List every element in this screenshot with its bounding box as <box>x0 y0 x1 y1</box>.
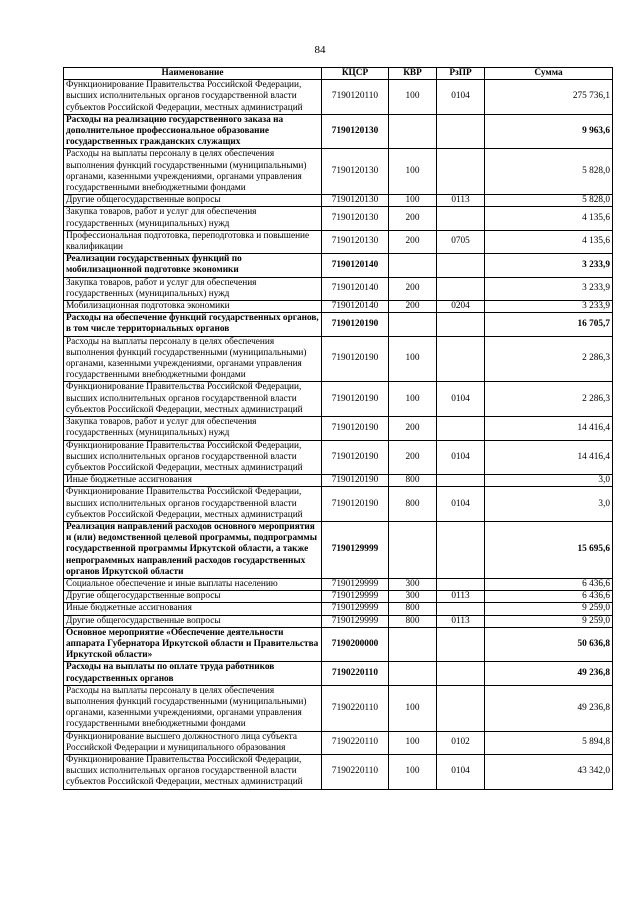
row-rzpr-cell <box>437 475 485 487</box>
row-name-cell: Основное мероприятие «Обеспечение деятельности аппарата Губернатора Иркутской области и Правительства Иркутской области» <box>64 627 322 662</box>
row-rzpr-cell <box>437 336 485 382</box>
row-name-cell: Функционирование Правительства Российской Федерации, высших исполнительных органов государственной власти субъектов Российской Федерации, местных администраций <box>64 80 322 115</box>
table-row <box>64 313 613 336</box>
row-sum-cell: 5 828,0 <box>485 149 613 195</box>
row-code-cell: 7190120130 <box>322 230 389 253</box>
table-header-row <box>64 68 613 80</box>
table-row <box>64 80 613 115</box>
row-kvr-cell: 200 <box>389 230 437 253</box>
row-kvr-cell <box>389 114 437 149</box>
table-row <box>64 662 613 685</box>
row-name-cell: Функционирование Правительства Российской Федерации, высших исполнительных органов государственной власти субъектов Российской Федерации, местных администраций <box>64 382 322 417</box>
row-kvr-cell: 100 <box>389 80 437 115</box>
row-name-cell: Расходы на выплаты персоналу в целях обеспечения выполнения функций государственными (муниципальными) органами, казенными учреждениями, органами управления государственными внебюджетными фондами <box>64 685 322 731</box>
budget-table <box>63 67 613 790</box>
table-row <box>64 475 613 487</box>
row-sum-cell: 3 233,9 <box>485 254 613 277</box>
row-code-cell: 7190200000 <box>322 627 389 662</box>
row-rzpr-cell <box>437 114 485 149</box>
row-code-cell: 7190120130 <box>322 149 389 195</box>
row-sum-cell: 9 963,6 <box>485 114 613 149</box>
row-name-cell: Иные бюджетные ассигнования <box>64 475 322 487</box>
row-kvr-cell: 200 <box>389 207 437 230</box>
row-kvr-cell: 300 <box>389 591 437 603</box>
table-row <box>64 207 613 230</box>
row-name-cell: Расходы на выплаты персоналу в целях обеспечения выполнения функций государственными (муниципальными) органами, казенными учреждениями, органами управления государственными внебюджетными фондами <box>64 149 322 195</box>
row-rzpr-cell <box>437 277 485 300</box>
row-name-cell: Другие общегосударственные вопросы <box>64 195 322 207</box>
row-sum-cell: 14 416,4 <box>485 440 613 475</box>
row-kvr-cell <box>389 313 437 336</box>
table-row <box>64 301 613 313</box>
header-sum: Сумма <box>485 68 613 80</box>
row-kvr-cell: 800 <box>389 603 437 615</box>
header-kvr: КВР <box>389 68 437 80</box>
row-sum-cell: 49 236,8 <box>485 685 613 731</box>
row-sum-cell: 6 436,6 <box>485 591 613 603</box>
table-row <box>64 195 613 207</box>
table-row <box>64 731 613 754</box>
table-row <box>64 627 613 662</box>
row-sum-cell: 16 705,7 <box>485 313 613 336</box>
row-name-cell: Расходы на выплаты по оплате труда работников государственных органов <box>64 662 322 685</box>
row-rzpr-cell: 0204 <box>437 301 485 313</box>
row-kvr-cell: 800 <box>389 475 437 487</box>
table-row <box>64 521 613 578</box>
row-sum-cell: 15 695,6 <box>485 521 613 578</box>
row-code-cell: 7190129999 <box>322 591 389 603</box>
table-row <box>64 149 613 195</box>
row-rzpr-cell: 0104 <box>437 754 485 789</box>
row-kvr-cell: 100 <box>389 754 437 789</box>
row-kvr-cell: 200 <box>389 417 437 440</box>
row-kvr-cell <box>389 254 437 277</box>
row-kvr-cell: 100 <box>389 731 437 754</box>
table-row <box>64 417 613 440</box>
table-row <box>64 336 613 382</box>
row-name-cell: Закупка товаров, работ и услуг для обеспечения государственных (муниципальных) нужд <box>64 207 322 230</box>
row-code-cell: 7190120130 <box>322 114 389 149</box>
row-code-cell: 7190120190 <box>322 417 389 440</box>
row-code-cell: 7190129999 <box>322 603 389 615</box>
row-kvr-cell: 200 <box>389 277 437 300</box>
row-kvr-cell: 100 <box>389 382 437 417</box>
row-rzpr-cell <box>437 603 485 615</box>
row-rzpr-cell: 0705 <box>437 230 485 253</box>
page-number: 84 <box>314 44 326 56</box>
row-code-cell: 7190120130 <box>322 207 389 230</box>
table-row <box>64 754 613 789</box>
table-row <box>64 277 613 300</box>
row-sum-cell: 49 236,8 <box>485 662 613 685</box>
row-name-cell: Закупка товаров, работ и услуг для обеспечения государственных (муниципальных) нужд <box>64 417 322 440</box>
row-name-cell: Функционирование Правительства Российской Федерации, высших исполнительных органов государственной власти субъектов Российской Федерации, местных администраций <box>64 440 322 475</box>
row-name-cell: Закупка товаров, работ и услуг для обеспечения государственных (муниципальных) нужд <box>64 277 322 300</box>
row-name-cell: Профессиональная подготовка, переподготовка и повышение квалификации <box>64 230 322 253</box>
row-rzpr-cell: 0113 <box>437 615 485 627</box>
table-row <box>64 603 613 615</box>
row-kvr-cell <box>389 662 437 685</box>
row-rzpr-cell: 0104 <box>437 80 485 115</box>
row-rzpr-cell: 0113 <box>437 195 485 207</box>
table-row <box>64 591 613 603</box>
row-rzpr-cell <box>437 685 485 731</box>
row-kvr-cell: 800 <box>389 487 437 522</box>
table-body <box>64 80 613 789</box>
row-kvr-cell: 300 <box>389 578 437 590</box>
row-code-cell: 7190220110 <box>322 685 389 731</box>
row-sum-cell: 3 233,9 <box>485 277 613 300</box>
row-name-cell: Иные бюджетные ассигнования <box>64 603 322 615</box>
row-name-cell: Функционирование Правительства Российской Федерации, высших исполнительных органов государственной власти субъектов Российской Федерации, местных администраций <box>64 754 322 789</box>
row-name-cell: Функционирование Правительства Российской Федерации, высших исполнительных органов государственной власти субъектов Российской Федерации, местных администраций <box>64 487 322 522</box>
table-row <box>64 615 613 627</box>
row-sum-cell: 5 828,0 <box>485 195 613 207</box>
table-row <box>64 114 613 149</box>
header-rzpr: РзПР <box>437 68 485 80</box>
row-code-cell: 7190120140 <box>322 254 389 277</box>
row-code-cell: 7190120110 <box>322 80 389 115</box>
row-sum-cell: 14 416,4 <box>485 417 613 440</box>
row-sum-cell: 43 342,0 <box>485 754 613 789</box>
row-rzpr-cell <box>437 521 485 578</box>
row-code-cell: 7190120190 <box>322 382 389 417</box>
row-code-cell: 7190129999 <box>322 521 389 578</box>
table-row <box>64 578 613 590</box>
row-rzpr-cell <box>437 207 485 230</box>
table-row <box>64 487 613 522</box>
row-sum-cell: 50 636,8 <box>485 627 613 662</box>
row-rzpr-cell: 0113 <box>437 591 485 603</box>
row-sum-cell: 275 736,1 <box>485 80 613 115</box>
row-kvr-cell <box>389 521 437 578</box>
row-kvr-cell: 100 <box>389 149 437 195</box>
row-sum-cell: 3 233,9 <box>485 301 613 313</box>
row-code-cell: 7190120130 <box>322 195 389 207</box>
row-code-cell: 7190120140 <box>322 301 389 313</box>
row-rzpr-cell <box>437 149 485 195</box>
row-sum-cell: 3,0 <box>485 475 613 487</box>
row-rzpr-cell <box>437 662 485 685</box>
table-row <box>64 230 613 253</box>
row-code-cell: 7190120190 <box>322 487 389 522</box>
row-name-cell: Расходы на обеспечение функций государственных органов, в том числе территориальных органов <box>64 313 322 336</box>
row-rzpr-cell <box>437 578 485 590</box>
row-code-cell: 7190120190 <box>322 475 389 487</box>
row-sum-cell: 5 894,8 <box>485 731 613 754</box>
row-kvr-cell: 200 <box>389 440 437 475</box>
row-kvr-cell: 100 <box>389 195 437 207</box>
row-code-cell: 7190220110 <box>322 731 389 754</box>
table-row <box>64 685 613 731</box>
row-code-cell: 7190220110 <box>322 754 389 789</box>
row-code-cell: 7190129999 <box>322 578 389 590</box>
row-name-cell: Реализации государственных функций по мобилизационной подготовке экономики <box>64 254 322 277</box>
row-kvr-cell: 100 <box>389 336 437 382</box>
row-rzpr-cell: 0104 <box>437 382 485 417</box>
row-sum-cell: 9 259,0 <box>485 615 613 627</box>
row-kvr-cell <box>389 627 437 662</box>
row-rzpr-cell <box>437 254 485 277</box>
row-sum-cell: 2 286,3 <box>485 336 613 382</box>
row-name-cell: Другие общегосударственные вопросы <box>64 615 322 627</box>
table-row <box>64 440 613 475</box>
row-sum-cell: 6 436,6 <box>485 578 613 590</box>
row-code-cell: 7190220110 <box>322 662 389 685</box>
table-row <box>64 382 613 417</box>
row-code-cell: 7190120190 <box>322 313 389 336</box>
row-sum-cell: 3,0 <box>485 487 613 522</box>
row-name-cell: Реализация направлений расходов основного мероприятия и (или) ведомственной целевой программы, подпрограммы государственной программы Иркутской области, а также непрограммных направлений расходов государственных органов Иркутской области <box>64 521 322 578</box>
row-sum-cell: 2 286,3 <box>485 382 613 417</box>
row-name-cell: Расходы на выплаты персоналу в целях обеспечения выполнения функций государственными (муниципальными) органами, казенными учреждениями, органами управления государственными внебюджетными фондами <box>64 336 322 382</box>
header-name: Наименование <box>64 68 322 80</box>
row-code-cell: 7190129999 <box>322 615 389 627</box>
row-rzpr-cell: 0104 <box>437 487 485 522</box>
row-sum-cell: 9 259,0 <box>485 603 613 615</box>
row-kvr-cell: 800 <box>389 615 437 627</box>
row-name-cell: Мобилизационная подготовка экономики <box>64 301 322 313</box>
header-code: КЦСР <box>322 68 389 80</box>
row-rzpr-cell: 0102 <box>437 731 485 754</box>
row-name-cell: Социальное обеспечение и иные выплаты населению <box>64 578 322 590</box>
row-name-cell: Другие общегосударственные вопросы <box>64 591 322 603</box>
row-code-cell: 7190120140 <box>322 277 389 300</box>
row-name-cell: Расходы на реализацию государственного заказа на дополнительное профессиональное образование государственных гражданских служащих <box>64 114 322 149</box>
row-rzpr-cell <box>437 417 485 440</box>
row-rzpr-cell <box>437 627 485 662</box>
row-rzpr-cell <box>437 313 485 336</box>
row-rzpr-cell: 0104 <box>437 440 485 475</box>
row-code-cell: 7190120190 <box>322 336 389 382</box>
row-sum-cell: 4 135,6 <box>485 230 613 253</box>
row-kvr-cell: 100 <box>389 685 437 731</box>
table-row <box>64 254 613 277</box>
row-name-cell: Функционирование высшего должностного лица субъекта Российской Федерации и муниципального образования <box>64 731 322 754</box>
row-code-cell: 7190120190 <box>322 440 389 475</box>
row-sum-cell: 4 135,6 <box>485 207 613 230</box>
row-kvr-cell: 200 <box>389 301 437 313</box>
